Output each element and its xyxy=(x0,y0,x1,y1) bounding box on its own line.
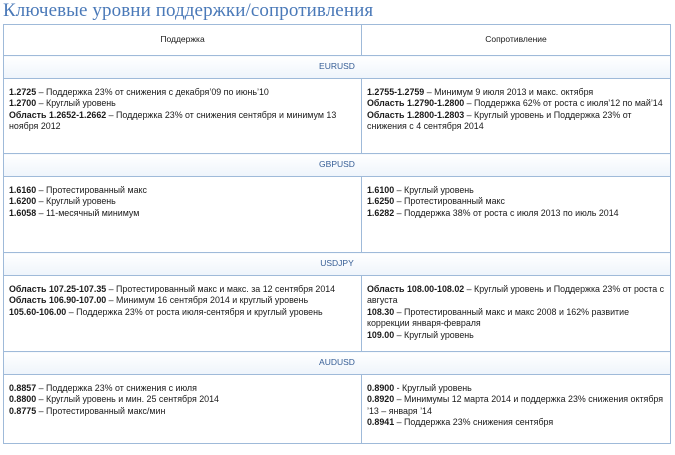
section-header-row xyxy=(4,352,671,375)
level-description: – 11-месячный минимум xyxy=(36,207,140,218)
support-item xyxy=(9,87,356,98)
support-item xyxy=(9,383,356,394)
level-description: – Круглый уровень xyxy=(36,98,116,109)
level-description: – Поддержка 23% от снижения с июля xyxy=(36,383,197,393)
support-item xyxy=(9,406,356,417)
resistance-cell-audusd xyxy=(362,375,671,444)
level-value: 0.8920 xyxy=(367,394,395,405)
support-item xyxy=(9,185,356,196)
resistance-column-header: Сопротивление xyxy=(362,25,671,56)
level-description: – Круглый уровень xyxy=(394,185,474,195)
resistance-item xyxy=(367,208,665,219)
section-row-audusd xyxy=(4,375,671,444)
level-value: Область 107.25-107.35 xyxy=(9,284,107,294)
support-cell-usdjpy xyxy=(4,276,362,352)
level-value: Область 1.2790-1.2800 xyxy=(367,98,465,109)
resistance-item xyxy=(367,417,665,428)
support-cell-gbpusd xyxy=(4,177,362,253)
level-value: 0.8800 xyxy=(9,394,37,405)
level-description: – Минимум 9 июля 2013 и макс. октября xyxy=(424,87,594,97)
level-description: – Поддержка 62% от роста с июля’12 по май’14 xyxy=(464,98,663,109)
section-row-eurusd xyxy=(4,79,671,154)
level-value: 1.6100 xyxy=(367,185,395,195)
level-description: – Поддержка 38% от роста с июля 2013 по июль 2014 xyxy=(394,207,619,218)
support-cell-audusd xyxy=(4,375,362,444)
level-description: - Круглый уровень xyxy=(394,383,472,393)
resistance-cell-eurusd xyxy=(362,79,671,154)
support-item xyxy=(9,110,356,133)
levels-table xyxy=(3,24,671,444)
level-description: – Поддержка 23% от снижения с декабря’09 по июнь’10 xyxy=(36,87,269,97)
resistance-item xyxy=(367,98,665,109)
level-description: – Круглый уровень и Поддержка 23% от снижения с 4 сентября 2014 xyxy=(367,109,632,132)
resistance-item xyxy=(367,284,665,307)
section-title-eurusd: EURUSD xyxy=(4,56,671,79)
level-description: – Минимумы 12 марта 2014 и поддержка 23% снижения октября ’13 – января ’14 xyxy=(367,394,664,416)
level-value: 0.8900 xyxy=(367,383,395,393)
level-description: – Поддержка 23% от роста июля-сентября и круглый уровень xyxy=(66,306,323,317)
support-item xyxy=(9,284,356,295)
level-description: – Протестированный макс xyxy=(394,196,505,207)
level-value: 1.2755-1.2759 xyxy=(367,87,425,97)
resistance-item xyxy=(367,196,665,207)
level-description: – Круглый уровень и мин. 25 сентября 2014 xyxy=(36,394,219,405)
support-column-header: Поддержка xyxy=(4,25,362,56)
level-description: – Круглый уровень и Поддержка 23% от роста с августа xyxy=(367,284,665,306)
resistance-item xyxy=(367,185,665,196)
level-value: 1.2725 xyxy=(9,87,37,97)
support-cell-eurusd xyxy=(4,79,362,154)
resistance-cell-gbpusd xyxy=(362,177,671,253)
section-header-row xyxy=(4,253,671,276)
level-value: 109.00 xyxy=(367,329,395,340)
support-item xyxy=(9,394,356,405)
level-value: 0.8941 xyxy=(367,417,395,428)
level-value: 0.8775 xyxy=(9,405,37,416)
level-value: Область 1.2800-1.2803 xyxy=(367,109,465,120)
resistance-item xyxy=(367,330,665,341)
level-value: 0.8857 xyxy=(9,383,37,393)
support-item xyxy=(9,196,356,207)
level-value: 1.2700 xyxy=(9,98,37,109)
level-description: – Протестированный макс xyxy=(36,185,147,195)
level-description: – Поддержка 23% снижения сентября xyxy=(394,417,554,428)
level-value: 105.60-106.00 xyxy=(9,306,67,317)
section-header-row xyxy=(4,56,671,79)
level-description: – Протестированный макс и макс. за 12 сентября 2014 xyxy=(106,284,336,294)
section-title-audusd: AUDUSD xyxy=(4,352,671,375)
resistance-item xyxy=(367,110,665,133)
resistance-item xyxy=(367,383,665,394)
level-value: Область 1.2652-1.2662 xyxy=(9,109,107,120)
section-title-usdjpy: USDJPY xyxy=(4,253,671,276)
level-description: – Поддержка 23% от снижения сентября и минимум 13 ноября 2012 xyxy=(9,109,337,132)
support-item xyxy=(9,295,356,306)
level-value: Область 106.90-107.00 xyxy=(9,295,107,306)
section-title-gbpusd: GBPUSD xyxy=(4,154,671,177)
table-header-row xyxy=(4,25,671,56)
support-item xyxy=(9,208,356,219)
level-value: 1.6200 xyxy=(9,196,37,207)
level-description: – Протестированный макс и макс 2008 и 162% развитие коррекции января-февраля xyxy=(367,306,630,329)
section-row-usdjpy xyxy=(4,276,671,352)
section-header-row xyxy=(4,154,671,177)
support-item xyxy=(9,98,356,109)
resistance-item xyxy=(367,394,665,417)
level-value: 1.6282 xyxy=(367,207,395,218)
resistance-item xyxy=(367,307,665,330)
level-description: – Круглый уровень xyxy=(394,329,474,340)
level-value: 1.6250 xyxy=(367,196,395,207)
level-description: – Минимум 16 сентября 2014 и круглый уровень xyxy=(106,295,309,306)
page-title: Ключевые уровни поддержки/сопротивления xyxy=(3,0,374,21)
level-description: – Протестированный макс/мин xyxy=(36,405,166,416)
level-value: 1.6058 xyxy=(9,207,37,218)
section-row-gbpusd xyxy=(4,177,671,253)
level-value: Область 108.00-108.02 xyxy=(367,284,465,294)
level-value: 108.30 xyxy=(367,306,395,317)
level-value: 1.6160 xyxy=(9,185,37,195)
resistance-item xyxy=(367,87,665,98)
resistance-cell-usdjpy xyxy=(362,276,671,352)
support-item xyxy=(9,307,356,318)
level-description: – Круглый уровень xyxy=(36,196,116,207)
